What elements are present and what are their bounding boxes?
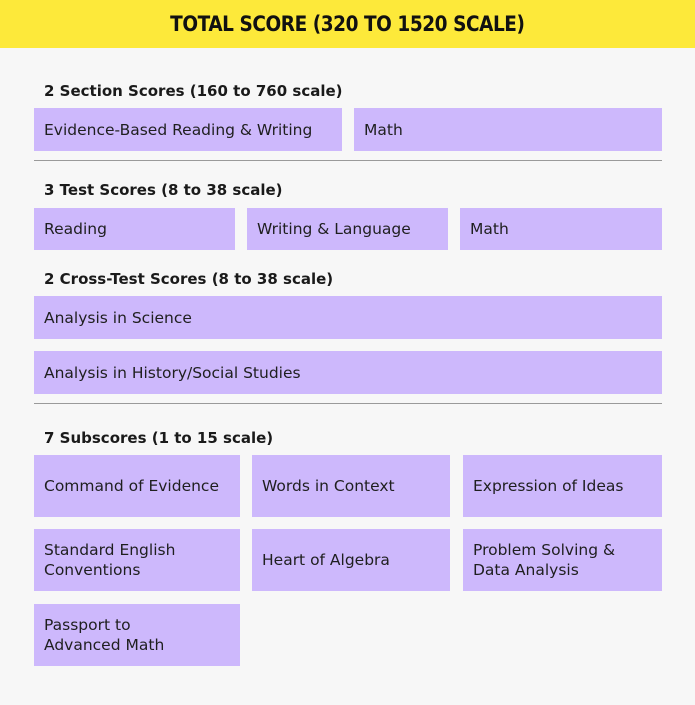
test-scores-heading: 3 Test Scores (8 to 38 scale) — [44, 181, 283, 199]
subscore-label-line2: Data Analysis — [473, 561, 579, 579]
test-score-math: Math — [460, 208, 662, 250]
subscore-label: Command of Evidence — [44, 477, 219, 495]
subscore-passport-to-advanced-math — [34, 604, 240, 666]
subscore-label: Heart of Algebra — [262, 551, 390, 569]
subscore-problem-solving-data-analysis — [463, 529, 662, 591]
cross-test-scores-heading: 2 Cross-Test Scores (8 to 38 scale) — [44, 270, 334, 288]
subscore-words-in-context — [252, 455, 450, 517]
subscore-command-of-evidence — [34, 455, 240, 517]
subscores-heading: 7 Subscores (1 to 15 scale) — [44, 429, 274, 447]
test-score-reading: Reading — [34, 208, 235, 250]
section-score-ebrw: Evidence-Based Reading & Writing — [34, 108, 342, 151]
test-score-writing-language: Writing & Language — [247, 208, 448, 250]
divider-2 — [34, 403, 662, 404]
subscore-standard-english-conventions — [34, 529, 240, 591]
subscore-label-line2: Advanced Math — [44, 636, 165, 654]
cross-test-analysis-science: Analysis in Science — [34, 296, 662, 339]
subscore-label: Expression of Ideas — [473, 477, 624, 495]
subscore-label-line1: Passport to — [44, 616, 131, 634]
subscore-label-line2: Conventions — [44, 561, 141, 579]
total-score-banner — [0, 0, 695, 48]
divider-1 — [34, 160, 662, 161]
subscore-label: Words in Context — [262, 477, 395, 495]
subscore-heart-of-algebra — [252, 529, 450, 591]
section-score-math: Math — [354, 108, 662, 151]
subscore-expression-of-ideas — [463, 455, 662, 517]
total-score-title: TOTAL SCORE (320 TO 1520 SCALE) — [170, 12, 525, 36]
subscore-label-line1: Problem Solving & — [473, 541, 616, 559]
subscore-label-line1: Standard English — [44, 541, 176, 559]
section-scores-heading: 2 Section Scores (160 to 760 scale) — [44, 82, 343, 100]
cross-test-analysis-history: Analysis in History/Social Studies — [34, 351, 662, 394]
